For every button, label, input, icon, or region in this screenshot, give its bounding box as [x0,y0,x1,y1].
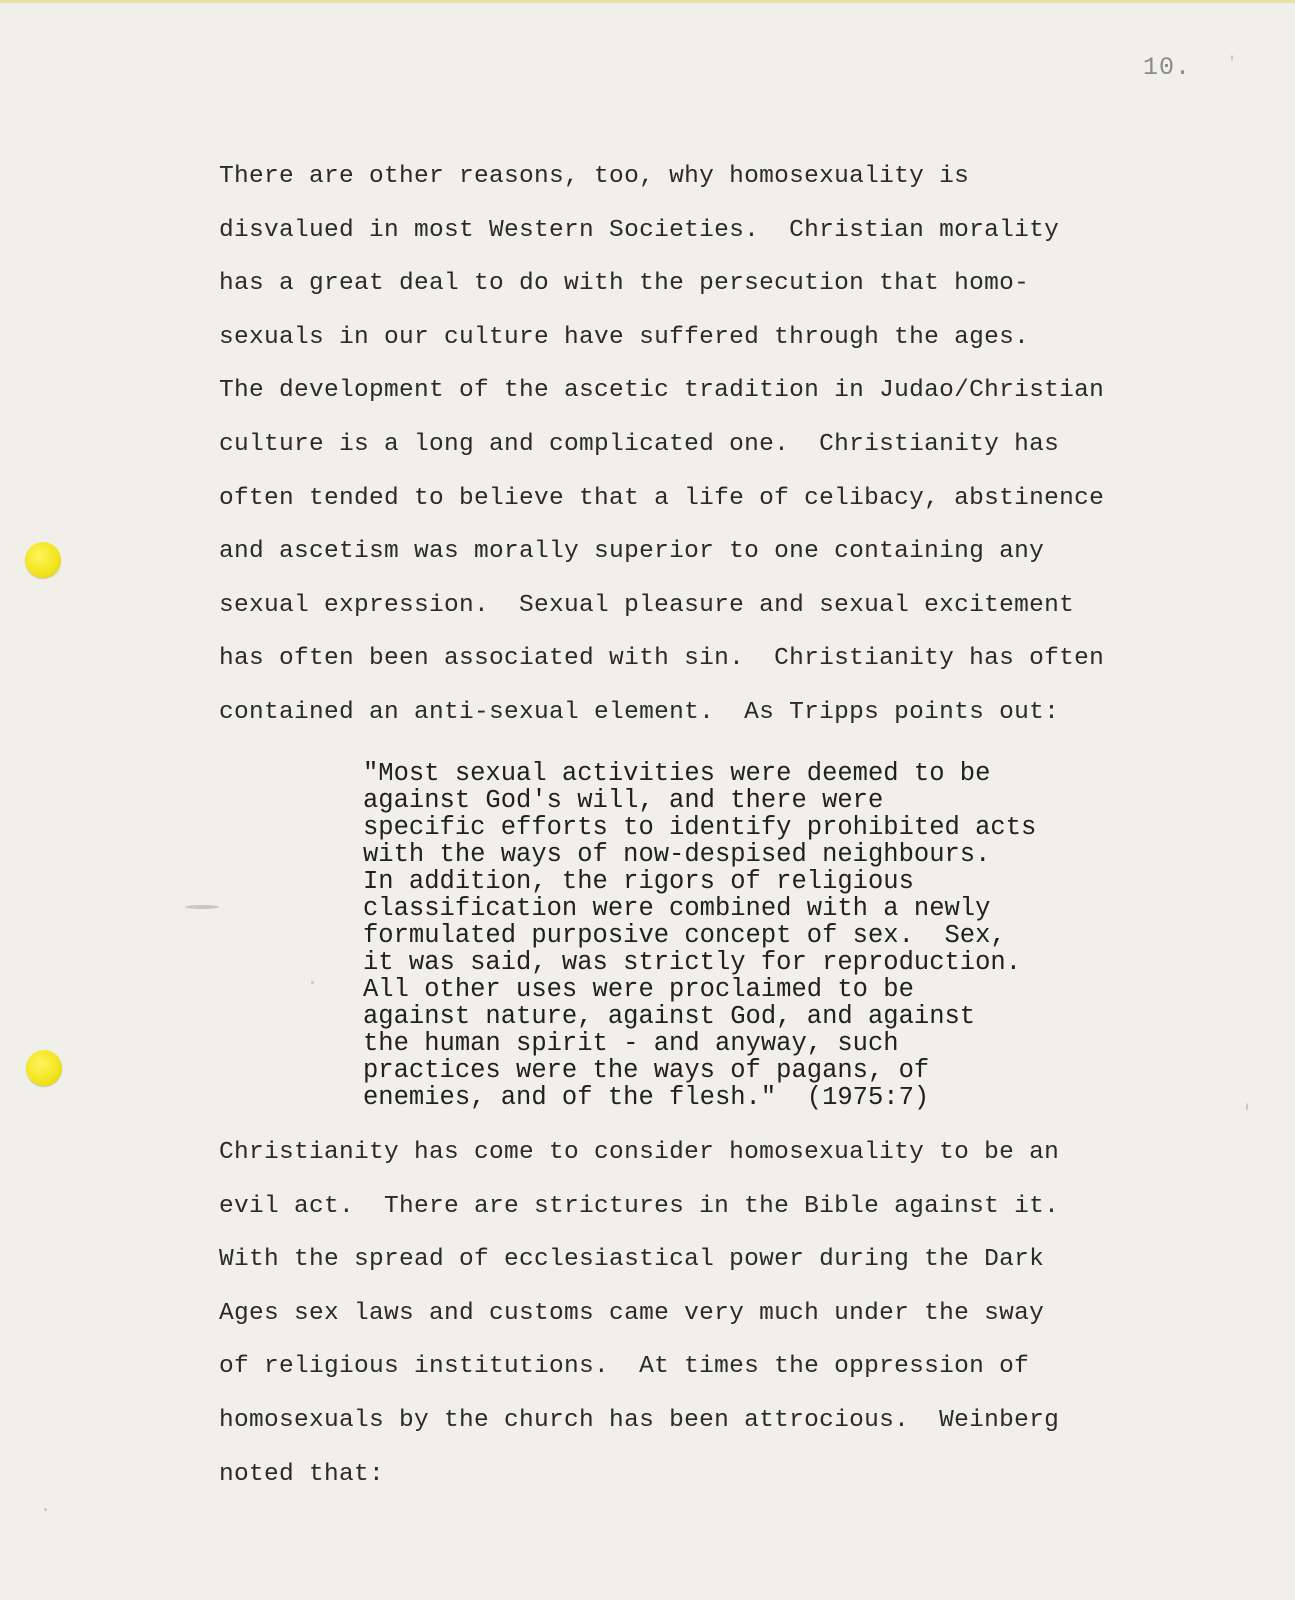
text-line: There are other reasons, too, why homosexuality is [219,163,970,190]
text-line: sexual expression. Sexual pleasure and sexual excitement [219,591,1075,619]
text-line: With the spread of ecclesiastical power during the Dark [219,1246,1045,1274]
text-line: Christianity has come to consider homosexuality to be an [219,1139,1060,1166]
text-line: disvalued in most Western Societies. Christian morality [219,216,1060,244]
text-line: contained an anti-sexual element. As Tripps points out: [219,698,1060,726]
text-line: homosexuals by the church has been attrocious. Weinberg [219,1406,1060,1434]
quote-line: All other uses were proclaimed to be [363,975,914,1004]
quote-line: with the ways of now-despised neighbours. [363,840,991,869]
paper-speck [311,981,314,984]
block-quote [363,760,1123,1111]
text-line: has often been associated with sin. Christianity has often [219,645,1105,673]
paper-speck [1246,1103,1248,1111]
quote-line: against God's will, and there were [363,786,884,815]
quote-line: enemies, and of the flesh." (1975:7) [363,1083,930,1112]
quote-line: In addition, the rigors of religious [363,867,914,896]
quote-line: formulated purposive concept of sex. Sex, [363,921,1006,950]
text-line: and ascetism was morally superior to one containing any [219,538,1045,566]
quote-line: classification were combined with a newly [363,894,991,923]
binder-punch-hole-bottom [26,1050,62,1086]
quote-line: specific efforts to identify prohibited acts [363,813,1037,842]
text-line: often tended to believe that a life of celibacy, abstinence [219,484,1105,512]
text-line: has a great deal to do with the persecution that homo- [219,270,1030,298]
quote-line: "Most sexual activities were deemed to be [363,759,991,788]
text-line: Ages sex laws and customs came very much under the sway [219,1299,1045,1327]
quote-line: the human spirit - and anyway, such [363,1029,899,1058]
paragraph-1 [219,150,1209,740]
text-line: The development of the ascetic tradition in Judao/Christian [219,377,1105,405]
paper-speck [185,905,219,909]
paper-speck [44,1508,47,1511]
paragraph-2 [219,1126,1209,1501]
text-line: sexuals in our culture have suffered through the ages. [219,323,1030,351]
text-line: culture is a long and complicated one. Christianity has [219,430,1060,458]
quote-line: it was said, was strictly for reproduction. [363,948,1022,977]
text-line: evil act. There are strictures in the Bible against it. [219,1192,1060,1220]
quote-line: against nature, against God, and against [363,1002,976,1031]
page-number: 10. [1143,53,1192,82]
paper-speck [1231,55,1233,61]
quote-line: practices were the ways of pagans, of [363,1056,930,1085]
text-line: of religious institutions. At times the oppression of [219,1353,1030,1381]
text-line: noted that: [219,1460,385,1488]
binder-punch-hole-top [25,542,61,578]
